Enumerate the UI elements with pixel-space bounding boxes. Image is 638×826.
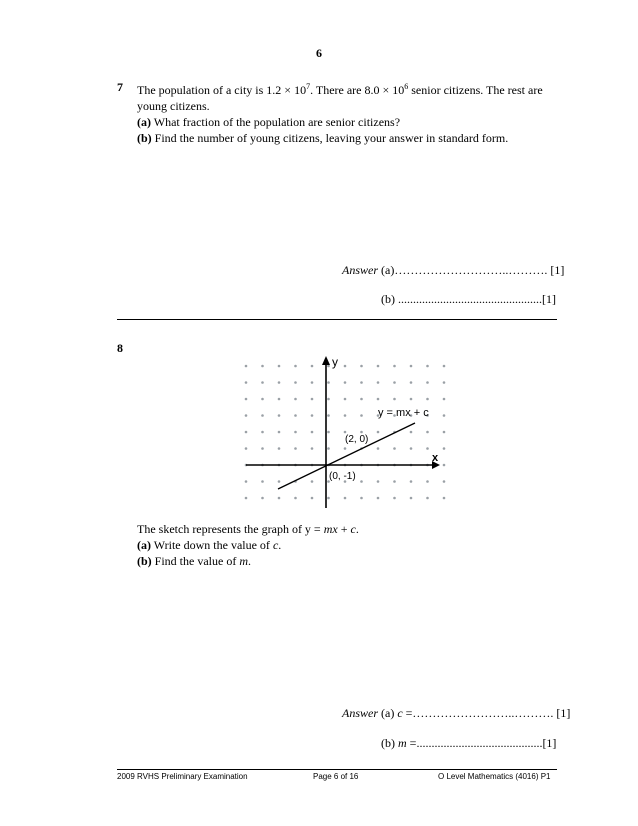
grid-dot — [360, 365, 363, 368]
grid-dot — [393, 447, 396, 450]
grid-dot — [360, 381, 363, 384]
grid-dot — [278, 480, 281, 483]
grid-dot — [410, 381, 413, 384]
question-divider — [117, 319, 557, 320]
grid-dot — [410, 480, 413, 483]
grid-dot — [410, 431, 413, 434]
grid-dot — [410, 497, 413, 500]
grid-dot — [311, 414, 314, 417]
grid-dot — [245, 398, 248, 401]
grid-dot — [278, 447, 281, 450]
grid-dot — [360, 398, 363, 401]
line-equation-label: y = mx + c — [378, 407, 429, 419]
grid-dot — [443, 398, 446, 401]
grid-dot — [327, 414, 330, 417]
question-7-answer-a: Answer (a)………………………..………. [1] — [342, 263, 565, 277]
question-8-number: 8 — [117, 341, 123, 355]
grid-dot — [360, 431, 363, 434]
grid-dot — [377, 431, 380, 434]
grid-dot — [261, 480, 264, 483]
grid-dot — [426, 497, 429, 500]
grid-dot — [443, 381, 446, 384]
grid-dot — [245, 414, 248, 417]
grid-dot — [261, 447, 264, 450]
grid-dot — [245, 431, 248, 434]
grid-dot — [344, 431, 347, 434]
grid-dot — [360, 480, 363, 483]
grid-dot — [426, 447, 429, 450]
grid-dot — [311, 381, 314, 384]
grid-dot — [294, 398, 297, 401]
question-7-line-1: The population of a city is $1.2 \times 10^7$. There are $8.0 \times 10^6$ senior citizens. The rest are — [137, 82, 543, 97]
grid-dot — [377, 497, 380, 500]
grid-dot — [377, 365, 380, 368]
grid-dot — [393, 398, 396, 401]
grid-dot — [245, 497, 248, 500]
question-8-part-b: (b) Find the value of m. — [137, 554, 251, 568]
grid-dot — [245, 365, 248, 368]
grid-dot — [426, 480, 429, 483]
linear-graph-sketch — [238, 352, 453, 510]
grid-dot — [443, 497, 446, 500]
footer-rule — [117, 769, 557, 770]
y-axis-label: y — [332, 355, 338, 369]
question-8-part-a: (a) Write down the value of c. — [137, 538, 282, 552]
grid-dot — [377, 381, 380, 384]
x-axis-label: x — [432, 452, 439, 464]
grid-dot — [327, 365, 330, 368]
question-7-text — [137, 79, 557, 146]
grid-dot — [393, 381, 396, 384]
grid-dot — [344, 497, 347, 500]
question-7-answer-b: (b) ................................................[1] — [381, 292, 556, 306]
grid-dot — [278, 398, 281, 401]
question-8-line-1: The sketch represents the graph of y = mx + c. — [137, 522, 359, 536]
grid-dot — [393, 365, 396, 368]
question-8-answer-b: (b) m =..........................................[1] — [381, 736, 557, 750]
grid-dot — [360, 414, 363, 417]
grid-dot — [410, 365, 413, 368]
question-7-part-a: (a) What fraction of the population are senior citizens? — [137, 115, 401, 129]
grid-dot — [261, 381, 264, 384]
grid-dot — [393, 480, 396, 483]
grid-dot — [294, 381, 297, 384]
grid-dot — [311, 497, 314, 500]
grid-dot — [278, 431, 281, 434]
footer-subject: O Level Mathematics (4016) P1 — [438, 772, 551, 781]
grid-dot — [261, 431, 264, 434]
grid-dot — [327, 447, 330, 450]
question-7-number: 7 — [117, 80, 123, 94]
grid-dot — [294, 414, 297, 417]
grid-dot — [344, 447, 347, 450]
footer-exam-name: 2009 RVHS Preliminary Examination — [117, 772, 248, 781]
grid-dot — [443, 431, 446, 434]
grid-dot — [443, 464, 446, 467]
footer-page-count: Page 6 of 16 — [313, 772, 359, 781]
question-8-answer-a: Answer (a) c =……………………..………. [1] — [342, 706, 571, 720]
grid-dot — [344, 398, 347, 401]
grid-dot — [443, 365, 446, 368]
point-2-0-label: (2, 0) — [345, 434, 369, 445]
grid-dot — [294, 497, 297, 500]
grid-dot — [377, 480, 380, 483]
grid-dot — [327, 381, 330, 384]
grid-dot — [261, 497, 264, 500]
grid-dot — [377, 447, 380, 450]
grid-dot — [443, 480, 446, 483]
grid-dot — [245, 447, 248, 450]
grid-dot — [311, 447, 314, 450]
grid-dot — [410, 447, 413, 450]
grid-dot — [245, 381, 248, 384]
grid-dot — [294, 447, 297, 450]
question-7-part-b: (b) Find the number of young citizens, leaving your answer in standard form. — [137, 131, 509, 145]
grid-dot — [426, 398, 429, 401]
grid-dot — [344, 381, 347, 384]
grid-dot — [261, 398, 264, 401]
grid-dot — [294, 365, 297, 368]
grid-dot — [393, 497, 396, 500]
grid-dot — [311, 365, 314, 368]
page-number: 6 — [316, 46, 322, 60]
point-0-minus-1-label: (0, -1) — [329, 471, 356, 482]
y-axis-arrow-icon — [322, 356, 330, 365]
grid-dot — [311, 431, 314, 434]
question-8-text — [137, 521, 557, 569]
grid-dot — [344, 414, 347, 417]
grid-dot — [327, 431, 330, 434]
question-7-line-2: young citizens. — [137, 99, 210, 113]
grid-dot — [426, 365, 429, 368]
grid-dot — [426, 431, 429, 434]
grid-dot — [377, 398, 380, 401]
grid-dot — [294, 431, 297, 434]
grid-dot — [443, 447, 446, 450]
grid-dot — [327, 398, 330, 401]
grid-dot — [278, 497, 281, 500]
grid-dot — [278, 365, 281, 368]
grid-dot — [360, 497, 363, 500]
grid-dot — [311, 480, 314, 483]
grid-dot — [245, 480, 248, 483]
grid-dot — [426, 381, 429, 384]
grid-dot — [278, 414, 281, 417]
grid-dot — [261, 365, 264, 368]
grid-dot — [443, 414, 446, 417]
grid-dot — [261, 414, 264, 417]
grid-dot — [278, 381, 281, 384]
grid-dot — [410, 398, 413, 401]
grid-dot — [311, 398, 314, 401]
grid-dot — [344, 365, 347, 368]
grid-dot — [327, 497, 330, 500]
